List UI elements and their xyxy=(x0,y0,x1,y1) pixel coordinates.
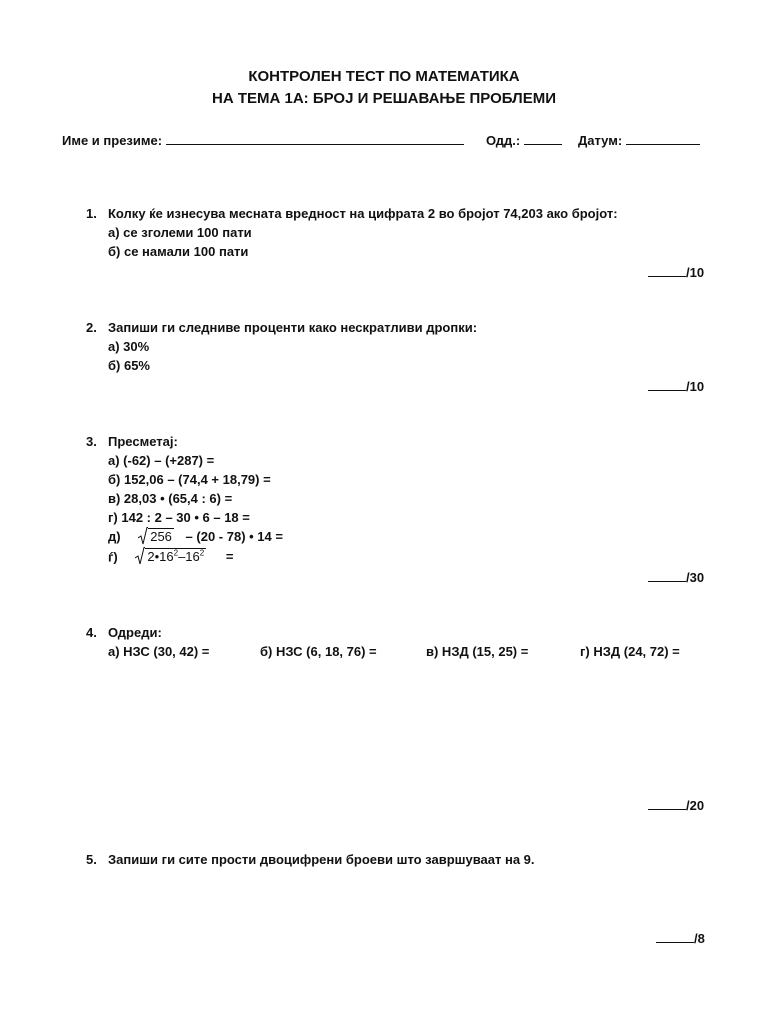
score-max: /10 xyxy=(686,265,705,280)
score-max: /30 xyxy=(686,570,705,585)
name-field xyxy=(62,131,464,148)
question-number: 4. xyxy=(86,625,97,640)
radicand-part: 2•16 xyxy=(147,549,174,565)
title-line-2: НА ТЕМА 1А: БРОЈ И РЕШАВАЊЕ ПРОБЛЕМИ xyxy=(212,90,556,107)
question-item-sqrt xyxy=(108,549,233,564)
radicand xyxy=(145,548,206,564)
score-blank xyxy=(648,263,686,277)
score-max: /8 xyxy=(694,931,705,946)
score-1 xyxy=(648,263,704,280)
question-item: б) 152,06 – (74,4 + 18,79) = xyxy=(108,472,271,487)
question-item-sqrt xyxy=(108,529,283,544)
sqrt-expression xyxy=(138,529,174,544)
item-rest: – (20 - 78) • 14 = xyxy=(185,529,283,544)
question-item: а) НЗС (30, 42) = xyxy=(108,644,210,659)
score-blank xyxy=(648,377,686,391)
question-text: Одреди: xyxy=(108,625,162,640)
score-3 xyxy=(648,568,704,585)
score-max: /20 xyxy=(686,798,705,813)
question-text: Запиши ги следниве проценти како нескратливи дропки: xyxy=(108,320,478,335)
score-2 xyxy=(648,377,704,394)
question-text: Пресметај: xyxy=(108,434,178,449)
question-number: 2. xyxy=(86,320,97,335)
question-item: б) се намали 100 пати xyxy=(108,244,249,259)
question-number: 5. xyxy=(86,852,97,867)
date-field xyxy=(578,131,700,148)
question-number: 1. xyxy=(86,206,97,221)
name-label: Име и презиме: xyxy=(62,133,163,148)
score-blank xyxy=(648,568,686,582)
name-blank xyxy=(166,131,464,145)
score-blank xyxy=(656,929,694,943)
date-label: Датум: xyxy=(578,133,623,148)
question-item: в) НЗД (15, 25) = xyxy=(426,644,529,659)
radicand: 256 xyxy=(150,529,172,544)
item-rest: = xyxy=(225,549,234,565)
score-4 xyxy=(648,796,704,813)
exponent: 2 xyxy=(173,549,179,558)
score-max: /10 xyxy=(686,379,705,394)
item-label: д) xyxy=(108,529,121,544)
question-text: Колку ќе изнесува месната вредност на цифрата 2 во бројот 74,203 ако бројот: xyxy=(108,206,618,221)
question-number: 3. xyxy=(86,434,97,449)
radical-icon xyxy=(138,527,148,545)
date-blank xyxy=(626,131,700,145)
radicand-part: –16 xyxy=(178,549,200,565)
item-label: ѓ) xyxy=(108,549,118,565)
class-field xyxy=(486,131,562,148)
question-text: Запиши ги сите прости двоцифрени броеви што завршуваат на 9. xyxy=(108,852,535,867)
question-item: а) 30% xyxy=(108,339,150,354)
question-item: а) се зголеми 100 пати xyxy=(108,225,252,240)
question-item: б) 65% xyxy=(108,358,150,373)
radical-icon xyxy=(135,547,145,565)
exponent: 2 xyxy=(199,549,205,558)
title-line-1: КОНТРОЛЕН ТЕСТ ПО МАТЕМАТИКА xyxy=(248,68,520,85)
question-item: в) 28,03 • (65,4 : 6) = xyxy=(108,491,233,506)
question-item: б) НЗС (6, 18, 76) = xyxy=(260,644,377,659)
score-blank xyxy=(648,796,686,810)
sqrt-expression xyxy=(135,549,206,564)
question-item: а) (-62) – (+287) = xyxy=(108,453,215,468)
score-5 xyxy=(656,929,705,946)
class-blank xyxy=(524,131,562,145)
class-label: Одд.: xyxy=(486,133,521,148)
question-item: г) НЗД (24, 72) = xyxy=(580,644,680,659)
question-item: г) 142 : 2 – 30 • 6 – 18 = xyxy=(108,510,250,525)
